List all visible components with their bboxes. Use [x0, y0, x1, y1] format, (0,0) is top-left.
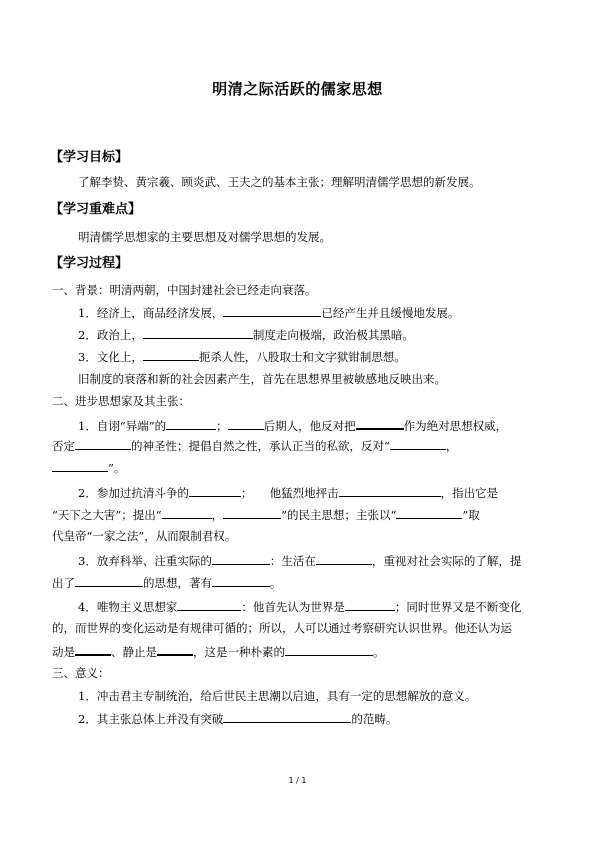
page-title: 明清之际活跃的儒家思想: [212, 80, 383, 98]
goal-text: 了解李贽、黄宗羲、顾炎武、王夫之的基本主张；理解明清儒学思想的新发展。: [78, 175, 481, 189]
blank-thinker-3-era[interactable]: [316, 552, 372, 565]
significance-1: 1．冲击君主专制统治，给后世民主思潮以启迪，具有一定的思想解放的意义。: [78, 689, 477, 703]
blank-thinker-1-authority[interactable]: [356, 416, 404, 430]
thinker-2-line-1: 2．参加过抗清斗争的 ； 他猛烈地抨击 ，指出它是: [78, 486, 499, 500]
blank-thinker-4-world[interactable]: [345, 598, 395, 611]
thinkers-title: 二、进步思想家及其主张：: [52, 394, 190, 408]
culture-line: 3．文化上， 扼杀人性，八股取士和文字狱钳制思想。: [78, 350, 406, 364]
blank-culture[interactable]: [143, 348, 199, 361]
blank-thinker-3-name[interactable]: [212, 552, 270, 565]
goal-heading: 【学习目标】: [50, 150, 129, 165]
blank-thinker-1-oppose-a[interactable]: [390, 437, 446, 450]
thinker-1-line-2: 否定 的神圣性；提倡自然之性，承认正当的私欲，反对“ ，: [52, 439, 458, 453]
thinker-4-line-1: 4．唯物主义思想家 ：他首先认为世界是 ；同时世界又是不断变化: [78, 600, 522, 614]
blank-thinker-1-sacred[interactable]: [75, 437, 131, 450]
blank-thinker-4-motion[interactable]: [75, 642, 111, 656]
economy-line: 1．经济上，商品经济发展， 已经产生并且缓慢地发展。: [78, 306, 460, 320]
thinker-1-line-1: 1．自诩“异端”的 ； 后期人，他反对把 作为绝对思想权威，: [78, 416, 507, 434]
blank-thinker-2-criticize[interactable]: [339, 484, 441, 497]
process-heading: 【学习过程】: [50, 256, 129, 271]
blank-politics[interactable]: [143, 326, 253, 339]
blank-thinker-4-rest[interactable]: [157, 642, 193, 656]
blank-thinker-1-name[interactable]: [166, 417, 216, 430]
thinker-2-line-3: 代皇帝“一家之法”，从而限制君权。: [52, 529, 237, 543]
blank-economy[interactable]: [223, 304, 321, 317]
blank-significance-limit[interactable]: [223, 710, 351, 723]
blank-thinker-3-idea[interactable]: [75, 574, 143, 587]
background-summary: 旧制度的衰落和新的社会因素产生，首先在思想界里被敏感地反映出来。: [78, 372, 446, 386]
thinker-4-line-3: 动是 、静止是 ，这是一种朴素的 。: [52, 642, 385, 660]
background-title: 一、背景：明清两朝，中国封建社会已经走向衰落。: [52, 283, 317, 297]
blank-thinker-2-idea-b[interactable]: [223, 506, 281, 519]
blank-thinker-2-law[interactable]: [396, 506, 462, 519]
thinker-3-line-2: 出了 的思想，著有 。: [52, 576, 282, 590]
blank-thinker-2-name[interactable]: [189, 484, 241, 497]
page-number: 1 / 1: [288, 776, 307, 785]
thinker-4-line-2: 的，而世界的变化运动是有规律可循的；所以，人可以通过考察研究认识世界。他还认为运: [52, 621, 512, 635]
thinker-2-line-2: “天下之大害”；提出“ ， ”的民主思想；主张以“ ”取: [52, 508, 480, 522]
significance-title: 三、意义：: [52, 666, 110, 680]
focus-heading: 【学习重难点】: [50, 202, 142, 217]
significance-2: 2．其主张总体上并没有突破 的范畴。: [78, 712, 398, 726]
blank-thinker-4-philosophy[interactable]: [285, 643, 373, 656]
thinker-3-line-1: 3．放弃科举、注重实际的 ：生活在 ，重视对社会实际的了解，提: [78, 554, 522, 568]
blank-thinker-2-idea-a[interactable]: [162, 506, 212, 519]
blank-thinker-4-name[interactable]: [177, 598, 241, 611]
politics-line: 2．政治上， 制度走向极端，政治极其黑暗。: [78, 328, 414, 342]
thinker-1-line-3: ”。: [52, 459, 125, 476]
blank-thinker-1-oppose-b[interactable]: [52, 459, 108, 472]
blank-thinker-3-book[interactable]: [212, 574, 270, 587]
blank-thinker-1-era[interactable]: [228, 417, 264, 430]
focus-text: 明清儒学思想家的主要思想及对儒学思想的发展。: [78, 230, 331, 244]
